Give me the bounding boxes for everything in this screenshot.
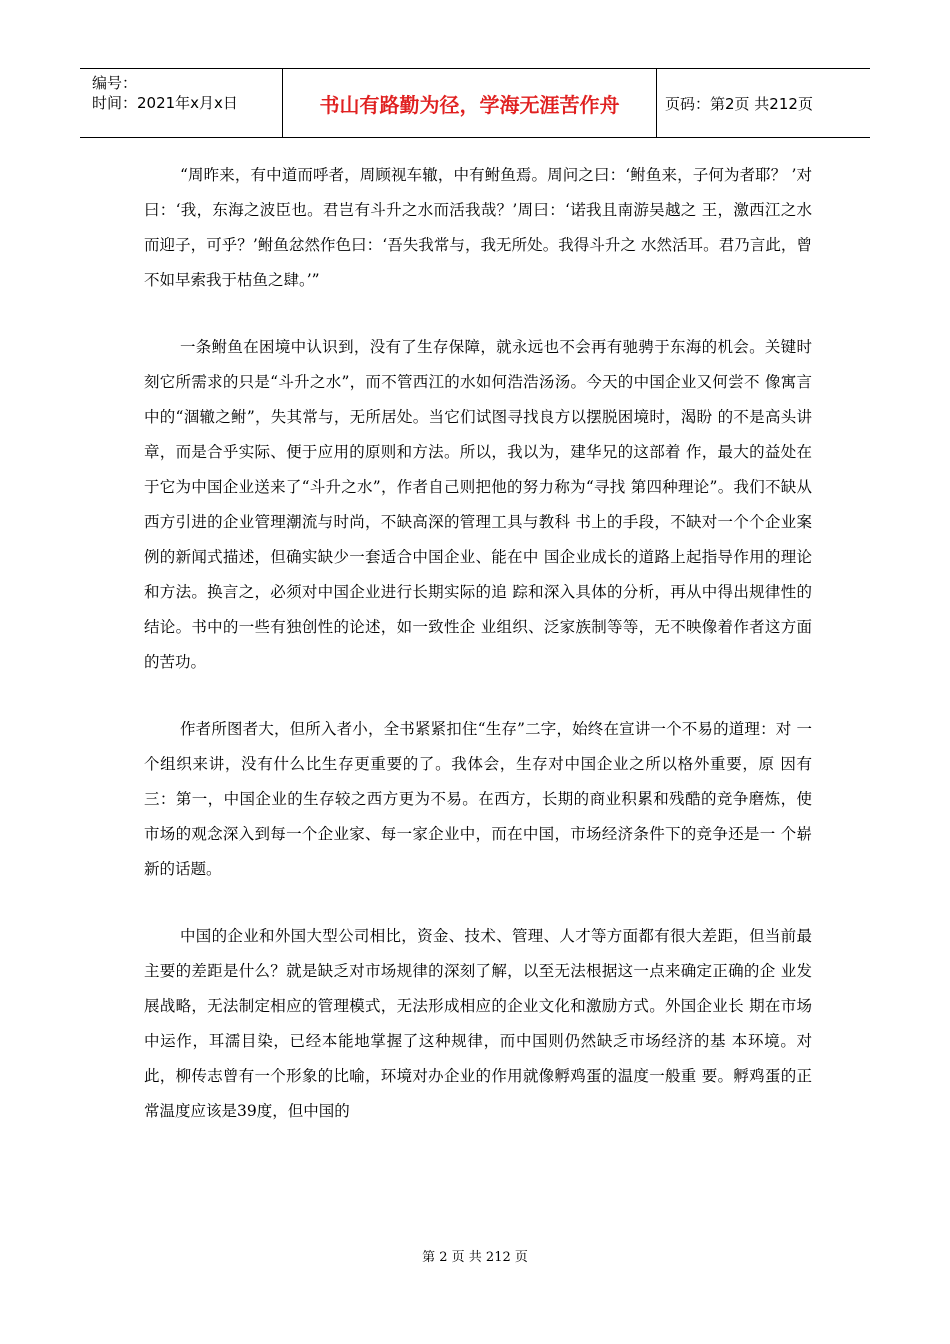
paragraph: “周昨来，有中道而呼者，周顾视车辙，中有鲋鱼焉。周问之曰：‘鲋鱼来，子何为者耶？ ’对曰：‘我，东海之波臣也。君岂有斗升之水而活我哉？’周曰：‘诺我且南游吴越之 王，激西江之水而迎子，可乎？’鲋鱼忿然作色曰：‘吾失我常与，我无所处。我得斗升之 水然活耳。君乃言此，曾不如早索我于枯鱼之肆。’” (144, 166, 812, 289)
date-label: 时间：2021年x月x日 (92, 94, 238, 112)
page-footer: 第 2 页 共 212 页 (422, 1250, 528, 1265)
document-body (144, 158, 812, 1161)
paragraph: 作者所图者大，但所入者小，全书紧紧扣住“生存”二字，始终在宣讲一个不易的道理：对 一个组织来讲，没有什么比生存更重要的了。我体会，生存对中国企业之所以格外重要，原 因有三：第一，中国企业的生存较之西方更为不易。在西方，长期的商业积累和残酷的竞争磨炼，使 市场的观念深入到每一个企业家、每一家企业中，而在中国，市场经济条件下的竞争还是一 个崭 新的话题。 (144, 720, 812, 878)
header-motto: 书山有路勤为径，学海无涯苦作舟 (283, 69, 657, 137)
number-label: 编号： (92, 74, 138, 92)
header-meta-cell (80, 69, 283, 137)
page-header (80, 68, 870, 138)
header-page-info: 页码：第2页 共212页 (665, 94, 813, 113)
paragraph: 一条鲋鱼在困境中认识到，没有了生存保障，就永远也不会再有驰骋于东海的机会。关键时 刻它所需求的只是“斗升之水”，而不管西江的水如何浩浩汤汤。今天的中国企业又何尝不 像寓言中的“涸辙之鲋”，失其常与，无所居处。当它们试图寻找良方以摆脱困境时，渴盼 的不是高头讲章，而是合乎实际、便于应用的原则和方法。所以，我以为，建华兄的这部着 作，最大的益处在于它为中国企业送来了“斗升之水”，作者自己则把他的努力称为“寻找 第四种理论”。我们不缺从西方引进的企业管理潮流与时尚，不缺高深的管理工具与教科 书上的手段，不缺对一个个企业案例的新闻式描述，但确实缺少一套适合中国企业、能在中 国企业成长的道路上起指导作用的理论和方法。换言之，必须对中国企业进行长期实际的追 踪和深入具体的分析，再从中得出规律性的结论。书中的一些有独创性的论述，如一致性企 业组织、泛家族制等等，无不映像着作者这方面的苦功。 (144, 338, 812, 671)
paragraph: 中国的企业和外国大型公司相比，资金、技术、管理、人才等方面都有很大差距，但当前最 主要的差距是什么？就是缺乏对市场规律的深刻了解，以至无法根据这一点来确定正确的企 业发展战略，无法制定相应的管理模式，无法形成相应的企业文化和激励方式。外国企业长 期在市场中运作，耳濡目染，已经本能地掌握了这种规律，而中国则仍然缺乏市场经济的基 本环境。对此，柳传志曾有一个形象的比喻，环境对办企业的作用就像孵鸡蛋的温度一般重 要。孵鸡蛋的正常温度应该是39度，但中国的 (144, 927, 812, 1120)
